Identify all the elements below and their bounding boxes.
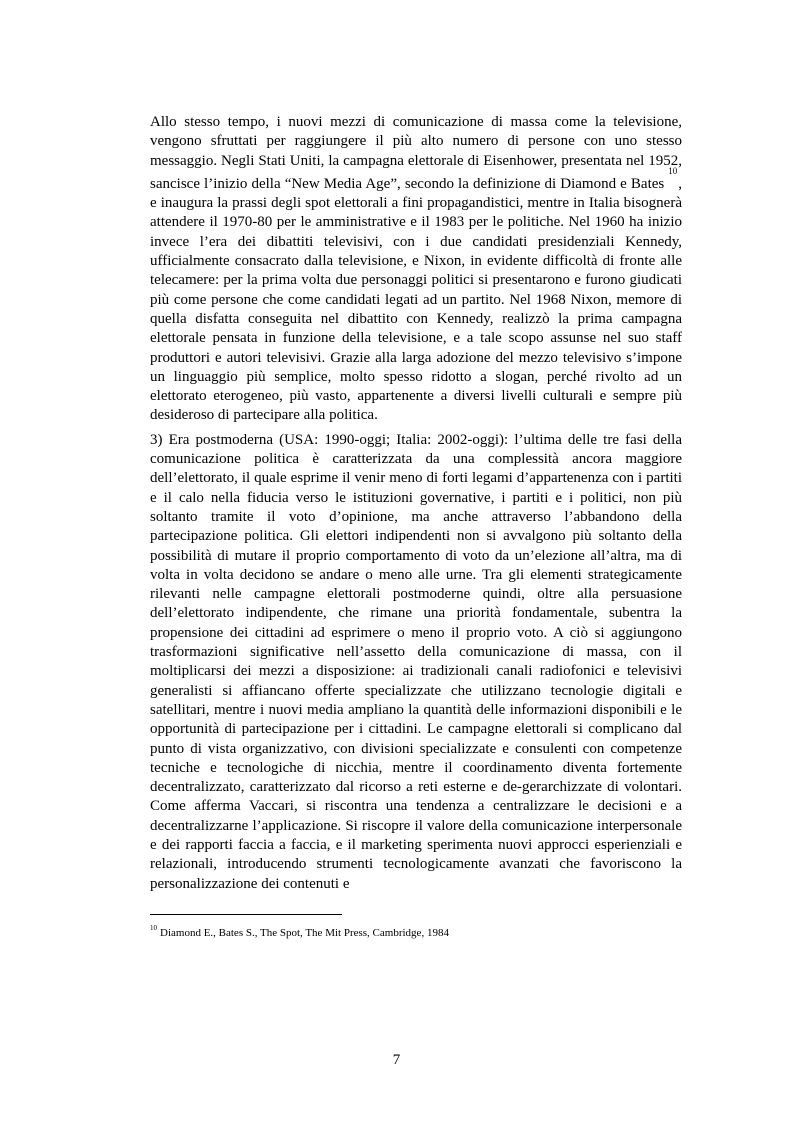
footnote-text: Diamond E., Bates S., The Spot, The Mit Press, Cambridge, 1984 bbox=[160, 927, 449, 939]
footnote-mark: 10 bbox=[150, 924, 157, 932]
footnote-reference[interactable]: 10 bbox=[668, 165, 678, 176]
paragraph-text-before-ref: Allo stesso tempo, i nuovi mezzi di comunicazione di massa come la televisione, vengono sfruttati per raggiungere il più alto numero di persone con uno stesso messaggio. Negli Stati Uniti, la campagna elettorale di Eisenhower, presentata nel 1952, sancisce l’inizio della “New Media Age”, secondo la definizione di Diamond e Bates bbox=[150, 114, 682, 192]
paragraph-postmodern-era: 3) Era postmoderna (USA: 1990-oggi; Italia: 2002-oggi): l’ultima delle tre fasi della comunicazione politica è caratterizzata da una complessità ancora maggiore dell’elettorato, il quale esprime il venir meno di forti legami d’appartenenza con i partiti e il calo nella fiducia verso le istituzioni governative, i partiti e i politici, non più soltanto tramite il voto d’opinione, ma anche attraverso l’abbandono della partecipazione politica. Gli elettori indipendenti non si avvalgono più soltanto della possibilità di mutare il proprio comportamento di voto da un’elezione all’altra, ma di volta in volta decidono se andare o meno alle urne. Tra gli elementi strategicamente rilevanti nelle campagne elettorali postmoderne quindi, oltre alla persuasione dell’elettorato indipendente, che rimane una priorità fondamentale, subentra la propensione dei cittadini ad esprimere o meno il proprio voto. A ciò si aggiungono trasformazioni significative nell’assetto della comunicazione di massa, con il moltiplicarsi dei mezzi a disposizione: ai tradizionali canali radiofonici e televisivi generalisti si affiancano offerte specializzate che utilizzano tecnologie digitali e satellitari, mentre i nuovi media ampliano la quantità delle informazioni disponibili e le opportunità di partecipazione per i cittadini. Le campagne elettorali si complicano dal punto di vista organizzativo, con divisioni specializzate e consulenti con competenze tecniche e tecnologiche di nicchia, mentre il coordinamento diventa fortemente decentralizzato, caratterizzato dal ricorso a reti esterne e de-gerarchizzate di volontari. Come afferma Vaccari, si riscontra una tendenza a centralizzare le decisioni e a decentralizzarne l’applicazione. Si riscopre il valore della comunicazione interpersonale e dei rapporti faccia a faccia, e il marketing sperimenta nuovi approcci esperienziali e relazionali, introducendo strumenti tecnologicamente avanzati che favoriscono la personalizzazione dei contenuti e bbox=[150, 431, 682, 892]
page-number: 7 bbox=[392, 1052, 401, 1068]
footnote bbox=[150, 926, 449, 940]
paragraph-text-after-ref: , e inaugura la prassi degli spot elettorali a fini propagandistici, mentre in Italia bisognerà attendere il 1970-80 per le amministrative e il 1983 per le politiche. Nel 1960 ha inizio invece l’era dei dibattiti televisivi, con i due candidati presidenziali Kennedy, ufficialmente consacrato dalla televisione, e Nixon, in evidente difficoltà di fronte alle telecamere: per la prima volta due personaggi politici si presentarono e furono giudicati più come persone che come candidati legati ad un partito. Nel 1968 Nixon, memore di quella disfatta conseguita nel dibattito con Kennedy, realizzò la prima campagna elettorale pensata in funzione della televisione, e a tale scopo assunse nel suo staff produttori e autori televisivi. Grazie alla larga adozione del mezzo televisivo s’impone un linguaggio più semplice, molto spesso ridotto a slogan, perché rivolto ad un elettorato eterogeneo, più vasto, appartenente a diversi livelli culturali e sempre più desideroso di partecipare alla politica. bbox=[150, 175, 682, 424]
footnote-divider bbox=[150, 914, 342, 915]
page-body bbox=[150, 113, 682, 894]
paragraph-new-media-age bbox=[150, 113, 682, 426]
